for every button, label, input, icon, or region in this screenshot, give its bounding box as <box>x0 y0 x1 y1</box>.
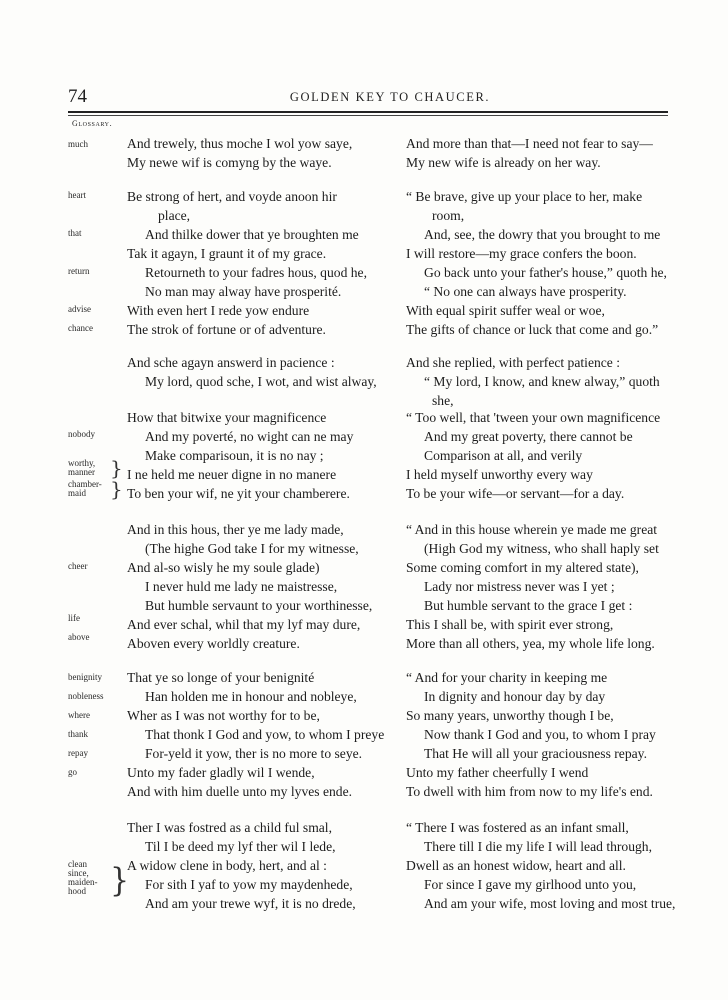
gloss-that: that <box>68 228 82 238</box>
verse-line: More than all others, yea, my whole life long. <box>406 636 655 651</box>
verse-line: My newe wif is comyng by the waye. <box>127 155 332 170</box>
verse-line: “ And for your charity in keeping me <box>406 670 608 685</box>
verse-line: And with him duelle unto my lyves ende. <box>127 784 353 799</box>
verse-line: And my great poverty, there cannot be <box>424 429 633 444</box>
gloss-go: go <box>68 767 77 777</box>
verse-line: How that bitwixe your magnificence <box>127 410 327 425</box>
verse-line: “ My lord, I know, and knew alway,” quoth <box>424 374 660 389</box>
verse-line: Some coming comfort in my altered state), <box>406 560 639 575</box>
gloss-above: above <box>68 632 90 642</box>
verse-line: “ Too well, that 'tween your own magnificence <box>406 410 661 425</box>
verse-line: Now thank I God and you, to whom I pray <box>424 727 656 742</box>
verse-line: To dwell with him from now to my life's end. <box>406 784 653 799</box>
verse-line: But humble servant to the grace I get : <box>424 598 633 613</box>
verse-line: And my poverté, no wight can ne may <box>145 429 354 444</box>
running-title: GOLDEN KEY TO CHAUCER. <box>289 90 491 104</box>
verse-line: Aboven every worldly creature. <box>127 636 300 651</box>
verse-line: And ever schal, whil that my lyf may dure, <box>127 617 361 632</box>
verse-line: I will restore—my grace confers the boon. <box>406 246 637 261</box>
verse-line: With equal spirit suffer weal or woe, <box>406 303 605 318</box>
gloss-return: return <box>68 266 90 276</box>
verse-line: And more than that—I need not fear to say— <box>406 136 653 151</box>
verse-line: Go back unto your father's house,” quoth he, <box>424 265 667 280</box>
verse-line: And am your wife, most loving and most true, <box>424 896 676 911</box>
verse-line: Han holden me in honour and nobleye, <box>145 689 357 704</box>
verse-line: That He will all your graciousness repay. <box>424 746 647 761</box>
brace-icon: } <box>110 861 130 900</box>
verse-line: And, see, the dowry that you brought to me <box>424 227 661 242</box>
gloss-chance: chance <box>68 323 93 333</box>
brace-icon: } <box>110 477 123 501</box>
verse-line: Retourneth to your fadres hous, quod he, <box>145 265 367 280</box>
verse-line: This I shall be, with spirit ever strong, <box>406 617 614 632</box>
verse-line: Dwell as an honest widow, heart and all. <box>406 858 626 873</box>
gloss-advise: advise <box>68 304 91 314</box>
verse-line: And trewely, thus moche I wol yow saye, <box>127 136 353 151</box>
verse-line: Ther I was fostred as a child ful smal, <box>127 820 332 835</box>
verse-line: Comparison at all, and verily <box>424 448 583 463</box>
verse-line: Tak it agayn, I graunt it of my grace. <box>127 246 327 261</box>
gloss-much: much <box>68 139 88 149</box>
verse-line: For since I gave my girlhood unto you, <box>424 877 637 892</box>
gloss-benignity: benignity <box>68 672 102 682</box>
verse-line: I held myself unworthy every way <box>406 467 593 482</box>
verse-line: There till I die my life I will lead through, <box>424 839 653 854</box>
verse-line: For-yeld it yow, ther is no more to seye. <box>145 746 363 761</box>
verse-line: “ No one can always have prosperity. <box>424 284 627 299</box>
verse-line: And in this hous, ther ye me lady made, <box>127 522 344 537</box>
verse-line: To ben your wif, ne yit your chamberere. <box>127 486 350 501</box>
verse-line: “ Be brave, give up your place to her, make <box>406 189 643 204</box>
gloss-chambermaid: chamber- maid <box>68 479 102 498</box>
verse-line: Lady nor mistress never was I yet ; <box>424 579 615 594</box>
verse-line: My new wife is already on her way. <box>406 155 601 170</box>
gloss-clean-since-maidenhood: clean since, maiden- hood <box>68 859 98 896</box>
verse-line: place, <box>158 208 191 223</box>
verse-line: My lord, quod sche, I wot, and wist alway, <box>145 374 377 389</box>
glossary-heading: Glossary. <box>72 119 113 128</box>
header-rule-thin <box>68 115 668 116</box>
verse-line: A widow clene in body, hert, and al : <box>127 858 327 873</box>
verse-line: The strok of fortune or of adventure. <box>127 322 326 337</box>
verse-line: No man may alway have prosperité. <box>145 284 342 299</box>
header-rule-thick <box>68 111 668 113</box>
gloss-thank: thank <box>68 729 88 739</box>
gloss-nobody: nobody <box>68 429 95 439</box>
gloss-life: life <box>68 613 80 623</box>
verse-line: In dignity and honour day by day <box>424 689 606 704</box>
verse-line: And she replied, with perfect patience : <box>406 355 621 370</box>
verse-line: room, <box>432 208 465 223</box>
gloss-worthy-manner: worthy, manner <box>68 458 96 477</box>
gloss-where: where <box>68 710 90 720</box>
verse-line: “ And in this house wherein ye made me great <box>406 522 658 537</box>
verse-line: Unto my fader gladly wil I wende, <box>127 765 315 780</box>
verse-line: So many years, unworthy though I be, <box>406 708 614 723</box>
gloss-nobleness: nobleness <box>68 691 104 701</box>
verse-line: But humble servaunt to your worthinesse, <box>145 598 373 613</box>
page-number: 74 <box>68 86 87 107</box>
verse-line: Unto my father cheerfully I wend <box>406 765 589 780</box>
verse-line: Wher as I was not worthy for to be, <box>127 708 320 723</box>
brace-icon: } <box>110 456 123 480</box>
gloss-cheer: cheer <box>68 561 88 571</box>
verse-line: Til I be deed my lyf ther wil I lede, <box>145 839 336 854</box>
verse-line: And am your trewe wyf, it is no drede, <box>145 896 356 911</box>
verse-line: And sche agayn answerd in pacience : <box>127 355 335 370</box>
verse-line: she, <box>432 393 454 408</box>
gloss-repay: repay <box>68 748 88 758</box>
verse-line: And thilke dower that ye broughten me <box>145 227 359 242</box>
verse-line: “ There I was fostered as an infant small, <box>406 820 629 835</box>
verse-line: With even hert I rede yow endure <box>127 303 310 318</box>
verse-line: To be your wife—or servant—for a day. <box>406 486 625 501</box>
verse-line: I never huld me lady ne maistresse, <box>145 579 338 594</box>
verse-line: That thonk I God and yow, to whom I preye <box>145 727 385 742</box>
verse-line: For sith I yaf to yow my maydenhede, <box>145 877 353 892</box>
verse-line: (High God my witness, who shall haply set <box>424 541 659 556</box>
verse-line: I ne held me neuer digne in no manere <box>127 467 337 482</box>
verse-line: Be strong of hert, and voyde anoon hir <box>127 189 337 204</box>
gloss-heart: heart <box>68 190 86 200</box>
verse-line: And al-so wisly he my soule glade) <box>127 560 320 575</box>
verse-line: Make comparisoun, it is no nay ; <box>145 448 324 463</box>
verse-line: That ye so longe of your benignité <box>127 670 315 685</box>
verse-line: The gifts of chance or luck that come and go.” <box>406 322 659 337</box>
verse-line: (The highe God take I for my witnesse, <box>145 541 359 556</box>
